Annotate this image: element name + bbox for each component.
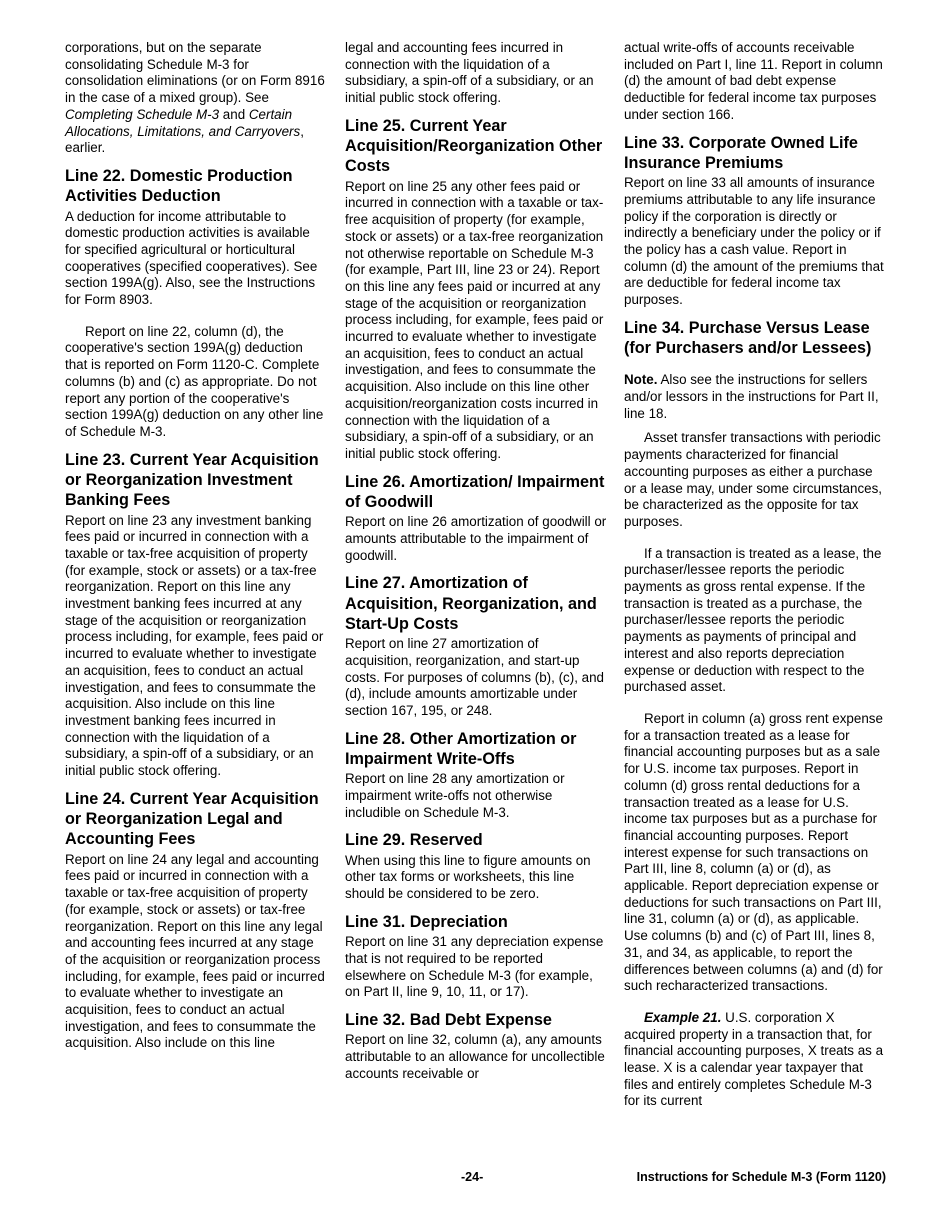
paragraph-continued: legal and accounting fees incurred in connection with the liquidation of a subsidiary, a spin-off of a subsidiary, or an initial public stock offering. — [345, 40, 594, 106]
page-footer — [65, 1170, 886, 1188]
page-number: -24- — [461, 1170, 484, 1184]
text-run: corporations, but on the separate consolidating Schedule M-3 for consolidation eliminations (or on Form 8916 in the case of a mixed group). See — [65, 40, 325, 106]
reference-italic: Completing Schedule M-3 — [65, 106, 220, 122]
note-text: Also see the instructions for sellers and/or lessors in the instructions for Part II, line 18. — [624, 372, 879, 421]
paragraph-continued: actual write-offs of accounts receivable included on Part I, line 11. Report in column (d) the amount of bad debt expense deductible for federal income tax purposes under section 166. — [624, 40, 883, 122]
heading-line-31: Line 31. Depreciation — [345, 912, 508, 931]
example-label: Example 21. — [644, 1009, 722, 1025]
note-paragraph — [624, 372, 886, 422]
paragraph: Report on line 24 any legal and accounting fees paid or incurred in connection with a taxable or tax-free acquisition of property (for example, stock or assets) or tax-free reorganization. Report on this line any legal and accounting fees incurred at any stage of the acquisition or reorganization process including, for example, fees paid or incurred to evaluate whether to investigate an acquisition, fees to conduct an actual investigation, and fees to consummate the acquisition. Also include on this line — [65, 851, 325, 1051]
reference-italic: Certain Allocations, Limitations, and Carryovers — [65, 106, 301, 139]
heading-line-34: Line 34. Purchase Versus Lease (for Purchasers and/or Lessees) — [624, 318, 872, 358]
paragraph: Report on line 31 any depreciation expense that is not required to be reported elsewhere on Schedule M-3 (for example, on Part II, line 9, 10, 11, or 17). — [345, 934, 604, 1000]
heading-line-32: Line 32. Bad Debt Expense — [345, 1010, 552, 1029]
heading-line-28: Line 28. Other Amortization or Impairment Write-Offs — [345, 729, 577, 769]
paragraph: Report on line 25 any other fees paid or incurred in connection with a taxable or tax-free acquisition of property (for example, stock or assets) or a tax-free reorganization not otherwise reportable on Schedule M-3 (for example, Part III, line 23 or 24). Report on this line any fees paid or incurred at any stage of the acquisition or reorganization process including, for example, fees paid or incurred to evaluate whether to investigate an acquisition, fees to conduct an actual investigation, and fees to consummate the acquisition. Also include on this line other acquisition/reorganization costs incurred in connection with the liquidation of a subsidiary, a spin-off of a subsidiary, or an initial public stock offering. — [345, 178, 604, 461]
heading-line-22: Line 22. Domestic Production Activities Deduction — [65, 166, 293, 206]
column-1 — [65, 40, 327, 1060]
paragraph: Report on line 27 amortization of acquisition, reorganization, and start-up costs. For purposes of columns (b), (c), and (d), include amounts amortizable under section 167, 195, or 248. — [345, 636, 604, 719]
heading-line-23: Line 23. Current Year Acquisition or Reorganization Investment Banking Fees — [65, 450, 319, 510]
paragraph: Report on line 33 all amounts of insurance premiums attributable to any life insurance policy if the corporation is directly or indirectly a beneficiary under the policy or if the policy has a cash value. Report in column (d) the amount of the premiums that are deductible for federal income tax purposes. — [624, 175, 884, 308]
note-label: Note. — [624, 372, 658, 388]
paragraph: Report on line 23 any investment banking fees paid or incurred in connection with a taxable or tax-free acquisition of property (for example, stock or assets) or a tax-free reorganization. Report on this line any investment banking fees incurred at any stage of the acquisition or reorganization process including, for example, fees paid or incurred to evaluate whether to investigate an acquisition, fees to conduct an actual investigation, and fees to consummate the acquisition. Also include on this line investment banking fees incurred in connection with the liquidation of a subsidiary, a spin-off of a subsidiary, or an initial public stock offering. — [65, 512, 324, 779]
heading-line-24: Line 24. Current Year Acquisition or Reorganization Legal and Accounting Fees — [65, 789, 319, 849]
paragraph: A deduction for income attributable to domestic production activities is available for specified agricultural or horticultural cooperatives (specified cooperatives). See section 199A(g). Also, see the Instructions for Form 8903. — [65, 208, 318, 308]
heading-line-25: Line 25. Current Year Acquisition/Reorganization Other Costs — [345, 116, 603, 176]
paragraph: Report on line 22, column (d), the cooperative's section 199A(g) deduction that is reported on Form 1120-C. Complete columns (b) and (c) as appropriate. Do not report any portion of the cooperative's section 199A(g) deduction on any other line of Schedule M-3. — [65, 323, 324, 439]
paragraph: When using this line to figure amounts on other tax forms or worksheets, this line should be considered to be zero. — [345, 852, 591, 902]
heading-line-27: Line 27. Amortization of Acquisition, Reorganization, and Start-Up Costs — [345, 574, 597, 633]
example-text: U.S. corporation X acquired property in a transaction that, for financial accounting purposes, X treats as a lease. X is a calendar year taxpayer that files and entirely completes Schedule M-3 for its current — [624, 1009, 884, 1109]
heading-line-29: Line 29. Reserved — [345, 831, 483, 850]
column-2 — [345, 40, 607, 1090]
paragraph: Report on line 32, column (a), any amounts attributable to an allowance for uncollectible accounts receivable or — [345, 1032, 605, 1081]
paragraph: Report on line 26 amortization of goodwill or amounts attributable to the impairment of goodwill. — [345, 514, 607, 563]
paragraph: Asset transfer transactions with periodic payments characterized for financial accounting purposes as either a purchase or a lease may, under some circumstances, be characterized as the opposite for tax purposes. — [624, 430, 882, 529]
example-paragraph — [624, 1010, 886, 1110]
text-run: and — [219, 106, 249, 122]
paragraph: If a transaction is treated as a lease, the purchaser/lessee reports the periodic payments as gross rental expense. If the transaction is treated as a purchase, the purchaser/lessee reports the periodic payments as payments of principal and interest and also reports depreciation expense or deduction with respect to the purchased asset. — [624, 545, 882, 695]
heading-line-33: Line 33. Corporate Owned Life Insurance Premiums — [624, 133, 858, 172]
heading-line-26: Line 26. Amortization/ Impairment of Goodwill — [345, 472, 605, 511]
paragraph-continued — [65, 40, 327, 157]
column-3 — [624, 40, 886, 1118]
document-title: Instructions for Schedule M-3 (Form 1120) — [636, 1170, 886, 1184]
text-run: , earlier. — [65, 123, 304, 156]
paragraph: Report on line 28 any amortization or impairment write-offs not otherwise includible on Schedule M-3. — [345, 771, 565, 820]
paragraph: Report in column (a) gross rent expense for a transaction treated as a lease for financial accounting purposes but as a sale for U.S. income tax purposes. Report in column (d) gross rental deductions for a transaction treated as a lease for U.S. income tax purposes but as a purchase for financial accounting purposes. Report interest expense for such transactions on Part III, line 8, column (a) or (d), as applicable. Report depreciation expense or deductions for such transactions on Part III, line 31, column (a) or (d), as applicable. Use columns (b) and (c) of Part III, lines 8, 31, and 34, as applicable, to report the differences between columns (a) and (d) for such recharacterized transactions. — [624, 710, 883, 994]
